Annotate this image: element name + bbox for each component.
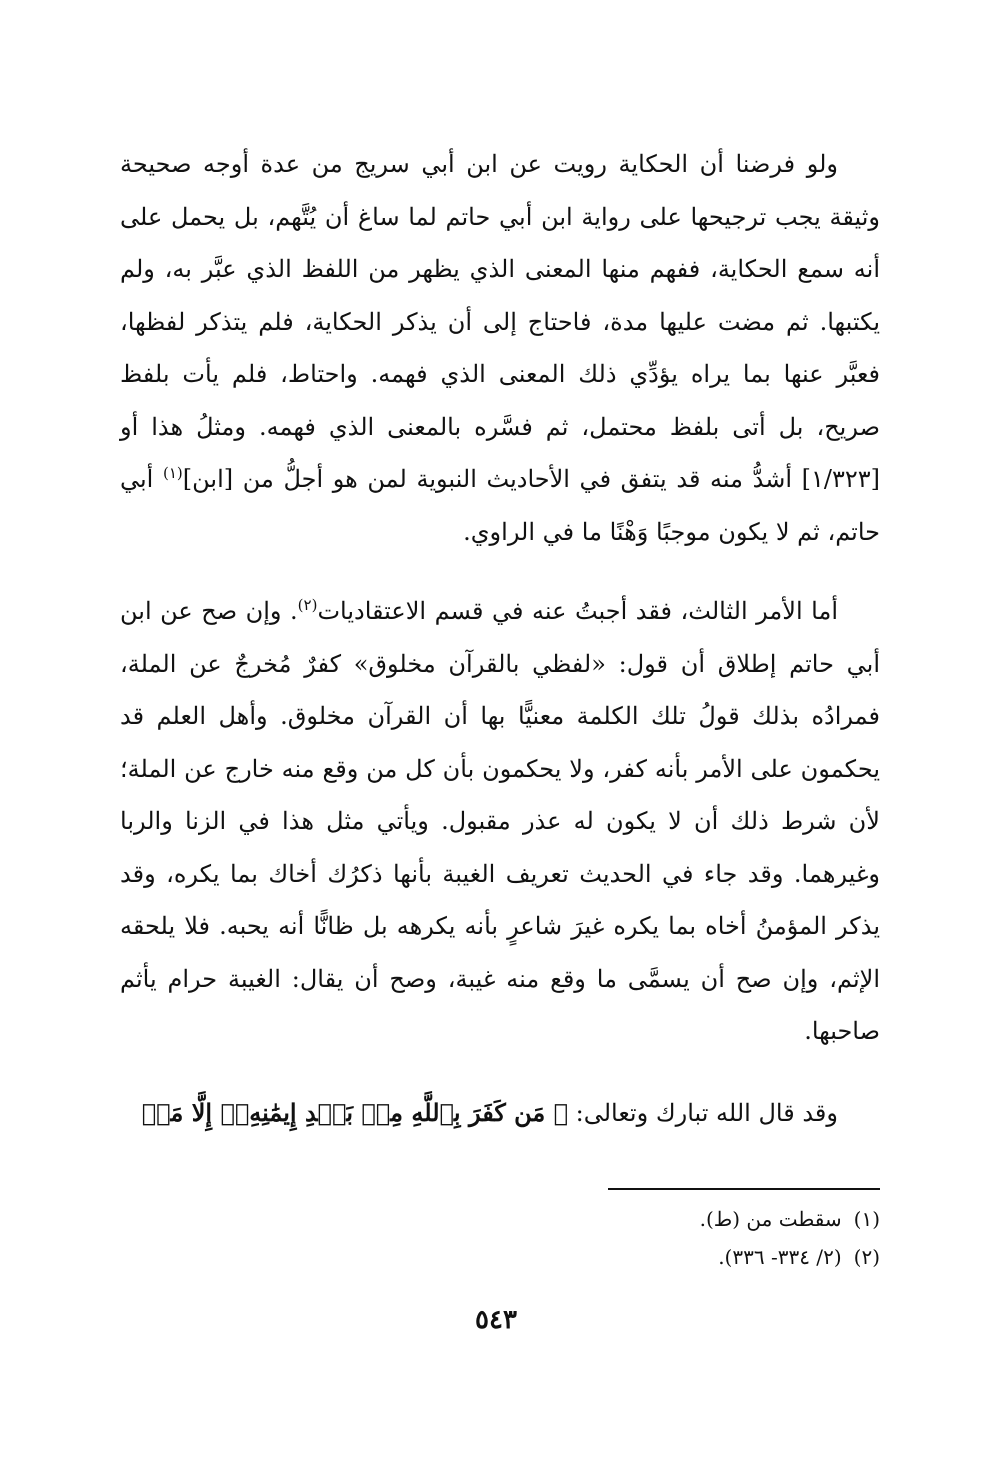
footnote-divider bbox=[608, 1188, 880, 1190]
footnote-ref-2: (٢) bbox=[297, 596, 318, 614]
footnotes bbox=[280, 1200, 880, 1276]
footnote-ref-1: (١) bbox=[162, 464, 183, 482]
footnote-1 bbox=[280, 1200, 880, 1238]
footnote-1-text: سقطت من (ط). bbox=[699, 1207, 842, 1231]
paragraph-3 bbox=[120, 1087, 880, 1140]
paragraph-1 bbox=[120, 138, 880, 558]
page-number: ٥٤٣ bbox=[475, 1305, 517, 1335]
paragraph-1-text: ولو فرضنا أن الحكاية رويت عن ابن أبي سريج من عدة أوجه صحيحة وثيقة يجب ترجيحها على رواية ابن أبي حاتم لما ساغ أن يُتَّهم، بل يحمل على أنه سمع الحكاية، ففهم منها المعنى الذي يظهر من اللفظ الذي عبَّر به، ولم يكتبها. ثم مضت عليها مدة، فاحتاج إلى أن يذكر الحكاية، فلم يتذكر لفظها، فعبَّر عنها بما يراه يؤدِّي ذلك المعنى الذي فهمه. واحتاط، فلم يأت بلفظ صريح، بل أتى بلفظ محتمل، ثم فسَّره بالمعنى الذي فهمه. ومثلُ هذا أو [١/٣٢٣] أشدُّ منه قد يتفق في الأحاديث النبوية لمن هو أجلُّ من [ابن] bbox=[120, 150, 880, 493]
paragraph-3-start: وقد قال الله تبارك وتعالى: bbox=[568, 1099, 838, 1127]
paragraph-2 bbox=[120, 585, 880, 1058]
footnote-2-text: (٢/ ٣٣٤- ٣٣٦). bbox=[718, 1245, 842, 1269]
paragraph-2-start: أما الأمر الثالث، فقد أجبتُ عنه في قسم الاعتقاديات bbox=[317, 597, 838, 625]
paragraph-2-rest: . وإن صح عن ابن أبي حاتم إطلاق أن قول: «لفظي بالقرآن مخلوق» كفرٌ مُخرجٌ عن الملة، فمرادُه بذلك قولُ تلك الكلمة معنيًّا بها أن القرآن مخلوق. وأهل العلم قد يحكمون على الأمر بأنه كفر، ولا يحكمون بأن كل من وقع منه خارج عن الملة؛ لأن شرط ذلك أن لا يكون له عذر مقبول. ويأتي مثل هذا في الزنا والربا وغيرهما. وقد جاء في الحديث تعريف الغيبة بأنها ذكرُك أخاك بما يكره، وقد يذكر المؤمنُ أخاه بما يكره غيرَ شاعرٍ بأنه يكرهه بل ظانًّا أنه يحبه. فلا يلحقه الإثم، وإن صح أن يسمَّى ما وقع منه غيبة، وصح أن يقال: الغيبة حرام يأثم صاحبها. bbox=[120, 597, 880, 1045]
paragraph-1-tail: أبي حاتم، ثم لا يكون موجبًا وَهْنًا ما في الراوي. bbox=[120, 465, 880, 546]
quran-verse: ﴿ مَن كَفَرَ بِٱللَّهِ مِنۢ بَعۡدِ إِيمَٰنِهِۦٓ إِلَّا مَنۡ bbox=[141, 1098, 568, 1127]
footnote-2-number: (٢) bbox=[853, 1245, 880, 1269]
footnote-1-number: (١) bbox=[853, 1207, 880, 1231]
footnote-2 bbox=[280, 1238, 880, 1276]
